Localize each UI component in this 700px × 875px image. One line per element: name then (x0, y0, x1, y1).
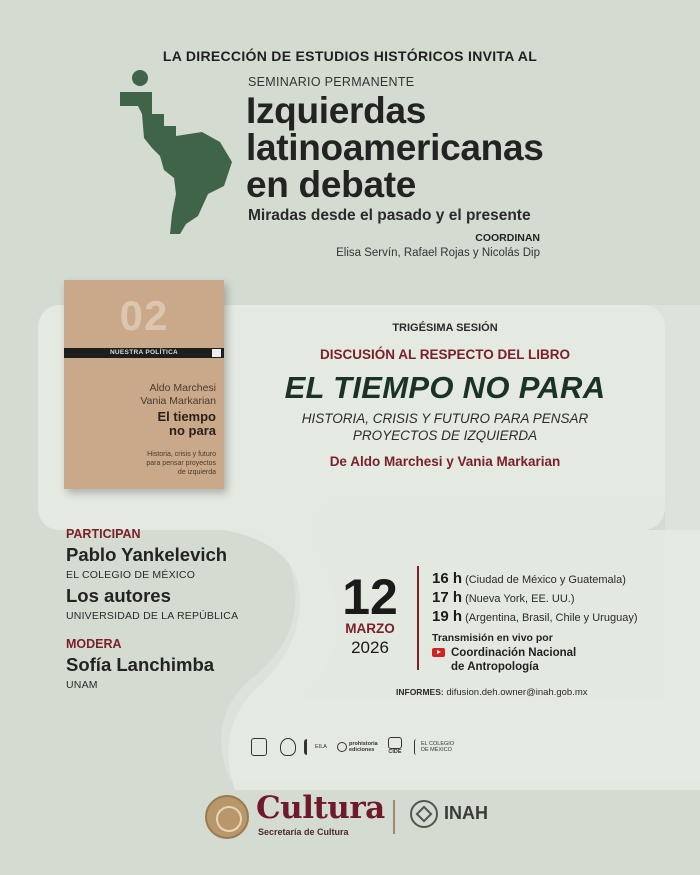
book-subtitle-line: Historia, crisis y futuro (147, 451, 216, 458)
prohistoria-logo (337, 737, 391, 757)
book-description (230, 410, 660, 444)
unam-logo (251, 737, 267, 757)
participan-label: PARTICIPAN (66, 527, 141, 541)
time-hour: 16 h (432, 570, 463, 587)
colmex-logo (414, 737, 461, 757)
book-title: EL TIEMPO NO PARA (284, 370, 606, 405)
secretaria-label: Secretaría de Cultura (258, 827, 349, 837)
coordinan-label: COORDINAN (475, 232, 540, 244)
book-cover-title (157, 410, 216, 438)
cide-logo (388, 737, 402, 757)
partner-label: prohistoria ediciones (349, 741, 378, 753)
time-row (432, 570, 626, 587)
inah-logo-text: INAH (444, 803, 488, 823)
channel-line: Coordinación Nacional (451, 647, 577, 659)
participant-institution: UNIVERSIDAD DE LA REPÚBLICA (66, 610, 239, 622)
book-cover (64, 280, 224, 489)
page-subtitle: Miradas desde el pasado y el presente (248, 207, 531, 224)
channel-line: de Antropología (451, 661, 539, 673)
book-subtitle-line: para pensar proyectos (146, 460, 216, 467)
time-zone: (Argentina, Brasil, Chile y Uruguay) (465, 612, 638, 624)
book-title-line: no para (169, 423, 216, 438)
book-description-line: PROYECTOS DE IZQUIERDA (352, 428, 538, 443)
event-month: MARZO (345, 621, 395, 636)
inah-logo-icon (410, 800, 438, 828)
title-line-2: latinoamericanas (246, 127, 544, 168)
book-series: NUESTRA POLÍTICA (109, 349, 179, 356)
moderator-institution: UNAM (66, 679, 98, 691)
book-cover-subtitle (106, 450, 216, 477)
date-divider (417, 566, 419, 670)
moderator-name: Sofía Lanchimba (66, 654, 215, 675)
page-title (246, 92, 544, 203)
time-hour: 19 h (432, 608, 463, 625)
shield-logo (280, 737, 296, 757)
modera-label: MODERA (66, 637, 122, 651)
youtube-icon (432, 648, 445, 657)
partner-label: EL COLEGIO DE MÉXICO (421, 741, 455, 753)
mexico-seal-icon (205, 795, 249, 839)
book-authors (66, 382, 216, 408)
participant-name: Pablo Yankelevich (66, 544, 228, 565)
channel-link[interactable] (451, 646, 576, 674)
participant-institution: EL COLEGIO DE MÉXICO (66, 569, 196, 581)
invite-text: LA DIRECCIÓN DE ESTUDIOS HISTÓRICOS INVITA AL (162, 48, 538, 64)
discussion-label: DISCUSIÓN AL RESPECTO DEL LIBRO (319, 347, 571, 362)
footer-divider (393, 800, 395, 834)
time-hour: 17 h (432, 589, 463, 606)
time-row (432, 608, 637, 625)
time-zone: (Ciudad de México y Guatemala) (465, 574, 626, 586)
time-row (432, 589, 575, 606)
latin-america-map-logo (112, 66, 252, 236)
session-label: TRIGÉSIMA SESIÓN (392, 322, 498, 334)
informes-label: INFORMES: (396, 687, 444, 697)
cultura-logo-text: Cultura (256, 790, 385, 826)
eila-logo (304, 737, 327, 757)
book-subtitle-line: de izquierda (177, 469, 216, 476)
coordinators: Elisa Servín, Rafael Rojas y Nicolás Dip (336, 247, 540, 259)
time-zone: (Nueva York, EE. UU.) (465, 593, 575, 605)
contact-email[interactable]: difusion.deh.owner@inah.gob.mx (446, 687, 588, 698)
participant-name: Los autores (66, 585, 171, 606)
title-line-1: Izquierdas (246, 90, 426, 131)
event-day: 12 (342, 569, 398, 625)
book-series-icon (212, 349, 221, 357)
book-author: Vania Markarian (140, 395, 216, 407)
book-title-line: El tiempo (157, 409, 216, 424)
book-description-line: HISTORIA, CRISIS Y FUTURO PARA PENSAR (301, 411, 589, 426)
title-line-3: en debate (246, 164, 417, 205)
book-author: Aldo Marchesi (149, 382, 216, 394)
informes (396, 687, 588, 698)
event-year: 2026 (351, 638, 389, 657)
partner-label: EILA (315, 744, 327, 750)
book-number: 02 (119, 292, 169, 339)
seminar-label: SEMINARIO PERMANENTE (248, 75, 415, 89)
live-label: Transmisión en vivo por (432, 632, 553, 644)
partner-label: CIDE (388, 749, 402, 755)
book-byline: De Aldo Marchesi y Vania Markarian (329, 454, 561, 469)
